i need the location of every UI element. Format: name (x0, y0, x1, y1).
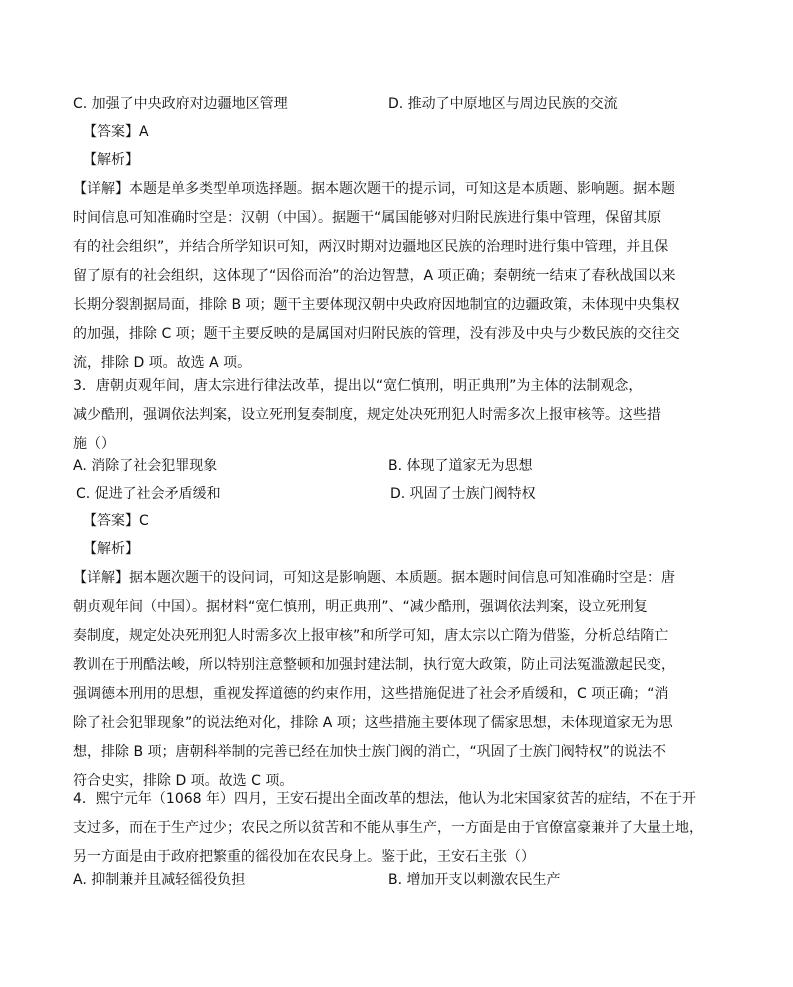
question-line: 减少酷刑，强调依法判案，设立死刑复奏制度，规定处决死刑犯人时需多次上报审核等。这些措 (73, 407, 661, 423)
question-line: 支过多，而在于生产过少；农民之所以贫苦和不能从事生产，一方面是由于官僚富豪兼并了大量土地， (73, 820, 703, 836)
option-d: D. 巩固了士族门阀特权 (390, 486, 536, 502)
question-line: 另一方面是由于政府把繁重的徭役加在农民身上。鉴于此，王安石主张（） (73, 849, 535, 865)
analysis-line: 教训在于刑酷法峻，所以特别注意整顿和加强封建法制，执行宽大政策，防止司法冤滥激起民变， (73, 657, 675, 673)
question-line: 3．唐朝贞观年间，唐太宗进行律法改革，提出以“宽仁慎刑，明正典刑”为主体的法制观念， (73, 378, 643, 394)
answer-label: 【答案】A (83, 124, 149, 140)
option-a: A. 抑制兼并且减轻徭役负担 (73, 872, 246, 888)
analysis-line: 【详解】据本题次题干的设问词，可知这是影响题、本质题。据本题时间信息可知准确时空是：唐 (73, 570, 675, 586)
analysis-label: 【解析】 (83, 152, 139, 168)
analysis-line: 【详解】本题是单多类型单项选择题。据本题次题干的提示词，可知这是本质题、影响题。据本题 (73, 181, 675, 197)
option-d: D. 推动了中原地区与周边民族的交流 (388, 96, 618, 112)
analysis-paragraph (73, 175, 701, 378)
option-b: B. 增加开支以刺激农民生产 (388, 872, 561, 888)
analysis-paragraph (73, 564, 701, 796)
question-line: 施（） (73, 436, 115, 452)
option-c: C. 加强了中央政府对边疆地区管理 (73, 96, 288, 112)
option-b: B. 体现了道家无为思想 (388, 458, 533, 474)
option-a: A. 消除了社会犯罪现象 (73, 458, 218, 474)
option-c: C. 促进了社会矛盾缓和 (76, 486, 221, 502)
analysis-label: 【解析】 (83, 541, 139, 557)
analysis-line: 留了原有的社会组织，这体现了“因俗而治”的治边智慧，A 项正确；秦朝统一结束了春秋战国以来 (73, 268, 676, 284)
analysis-line: 时间信息可知准确时空是：汉朝（中国）。据题干“属国能够对归附民族进行集中管理，保留其原 (73, 210, 662, 226)
analysis-line: 除了社会犯罪现象”的说法绝对化，排除 A 项；这些措施主要体现了儒家思想，未体现道家无为思 (73, 715, 673, 731)
analysis-line: 奏制度，规定处决死刑犯人时需多次上报审核”和所学可知，唐太宗以亡隋为借鉴，分析总结隋亡 (73, 628, 669, 644)
analysis-line: 符合史实，排除 D 项。故选 C 项。 (73, 773, 294, 789)
analysis-line: 的加强，排除 C 项；题干主要反映的是属国对归附民族的管理，没有涉及中央与少数民族的交往交 (73, 326, 680, 342)
question-3-stem (73, 372, 701, 459)
analysis-line: 流，排除 D 项。故选 A 项。 (73, 355, 252, 371)
analysis-line: 有的社会组织”，并结合所学知识可知，两汉时期对边疆地区民族的治理时进行集中管理，并且保 (73, 239, 669, 255)
question-4-stem (73, 785, 701, 872)
answer-label: 【答案】C (83, 513, 149, 529)
analysis-line: 强调德本刑用的思想，重视发挥道德的约束作用，这些措施促进了社会矛盾缓和，C 项正确；“消 (73, 686, 669, 702)
analysis-line: 长期分裂割据局面，排除 B 项；题干主要体现汉朝中央政府因地制宜的边疆政策，未体现中央集权 (73, 297, 680, 313)
question-line: 4．熙宁元年（1068 年）四月，王安石提出全面改革的想法，他认为北宋国家贫苦的症结，不在于开 (73, 791, 696, 807)
analysis-line: 想，排除 B 项；唐朝科举制的完善已经在加快士族门阀的消亡，“巩固了士族门阀特权”的说法不 (73, 744, 667, 760)
analysis-line: 朝贞观年间（中国）。据材料“宽仁慎刑，明正典刑”、“减少酷刑，强调依法判案，设立死刑复 (73, 599, 648, 615)
